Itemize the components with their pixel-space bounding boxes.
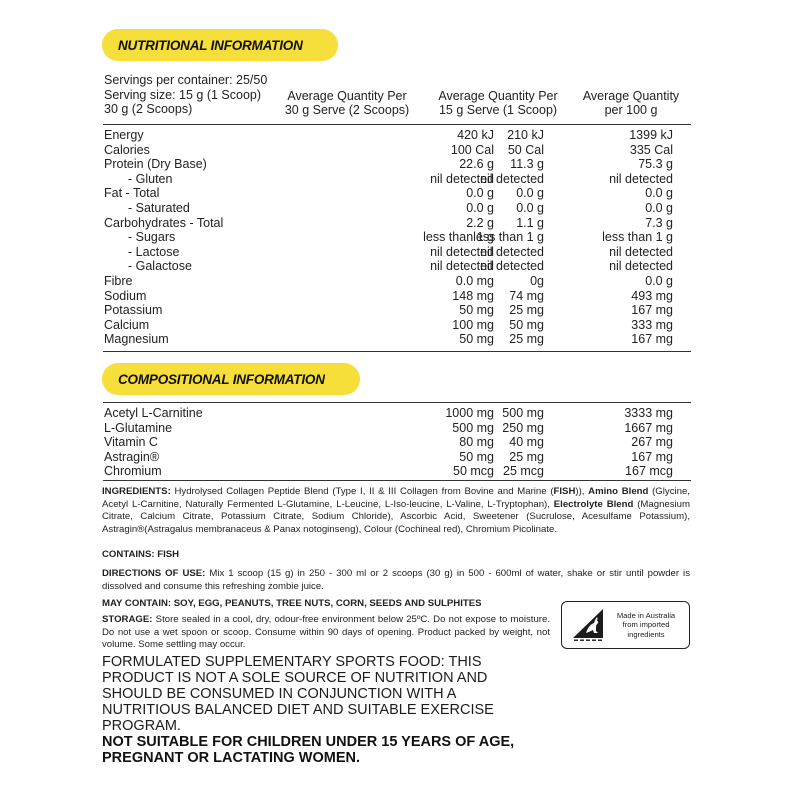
row-label: Astragin® xyxy=(104,449,160,464)
value-30g: 100 mg xyxy=(452,317,494,332)
electrolyte-blend-title: Electrolyte Blend xyxy=(553,498,634,510)
badge-line-2: from imported xyxy=(622,620,670,630)
value-30g: 0.0 g xyxy=(466,186,494,201)
row-label: - Lactose xyxy=(128,244,180,259)
value-15g: 500 mg xyxy=(502,406,544,420)
ingredients-fish: FISH xyxy=(553,486,576,497)
made-in-australia-badge xyxy=(561,601,690,649)
value-15g: 210 kJ xyxy=(507,128,544,142)
may-contain-statement: MAY CONTAIN: SOY, EGG, PEANUTS, TREE NUTS, CORN, SEEDS AND SULPHITES xyxy=(102,598,482,609)
table-row xyxy=(104,406,690,421)
column-header-100g xyxy=(572,89,690,117)
value-30g: less than 1 g xyxy=(423,230,494,245)
value-100g: 0.0 g xyxy=(645,201,673,215)
storage-text: Store sealed in a cool, dry, odour-free environment below 25ºC. Do not expose to moisture. Do not use a wet spoon or scoop. Consume within 90 days of opening. Product packed by weight, not volume. Some settling may occur. xyxy=(102,614,550,651)
value-100g: 167 mcg xyxy=(625,464,673,479)
row-label: Acetyl L-Carnitine xyxy=(104,406,203,420)
table-row xyxy=(104,274,690,289)
value-15g: 25 mg xyxy=(509,332,544,347)
value-30g: 1000 mg xyxy=(445,406,494,420)
value-30g: 80 mg xyxy=(459,435,494,450)
value-15g: 25 mg xyxy=(509,303,544,318)
value-15g: nil detected xyxy=(480,259,544,274)
column-header-100g-line2: per 100 g xyxy=(604,103,658,117)
value-15g: 74 mg xyxy=(509,288,544,303)
value-30g: 22.6 g xyxy=(459,157,494,172)
value-100g: 0.0 g xyxy=(645,186,673,201)
storage-paragraph xyxy=(102,614,550,652)
row-label: Magnesium xyxy=(104,332,169,347)
directions-title: DIRECTIONS OF USE: xyxy=(102,568,206,579)
value-100g: less than 1 g xyxy=(602,230,673,245)
value-15g: 50 mg xyxy=(509,317,544,332)
value-100g: 333 mg xyxy=(631,317,673,332)
value-30g: 50 mg xyxy=(459,449,494,464)
table-header-rule xyxy=(103,124,691,125)
value-100g: nil detected xyxy=(609,171,673,186)
value-30g: nil detected xyxy=(430,244,494,259)
value-30g: 0.0 g xyxy=(466,201,494,215)
value-100g: 7.3 g xyxy=(645,215,673,230)
ingredients-text-a: Hydrolysed Collagen Peptide Blend (Type I, II & III Collagen from Bovine and Marine ( xyxy=(170,486,554,497)
directions-text: Mix 1 scoop (15 g) in 250 - 300 ml or 2 scoops (30 g) in 500 - 600ml of water, shake or stir until powder is dissolved and consume this refreshing zombie juice. xyxy=(102,568,690,592)
row-label: Energy xyxy=(104,128,144,142)
value-15g: 0g xyxy=(530,274,544,288)
value-15g: 0.0 g xyxy=(516,186,544,201)
directions-paragraph xyxy=(102,568,690,593)
row-label: Chromium xyxy=(104,464,162,479)
table-row xyxy=(104,303,690,318)
value-100g: 75.3 g xyxy=(638,157,673,172)
value-100g: 3333 mg xyxy=(624,406,673,420)
table-row xyxy=(104,216,690,231)
table-row xyxy=(104,157,690,172)
value-30g: 2.2 g xyxy=(466,215,494,230)
value-100g: 1399 kJ xyxy=(629,128,673,142)
column-header-15g-line1: Average Quantity Per xyxy=(438,89,558,103)
table-row xyxy=(104,172,690,187)
value-30g: nil detected xyxy=(430,259,494,274)
value-15g: 50 Cal xyxy=(507,142,544,157)
table-row xyxy=(104,230,690,245)
column-header-15g-line2: 15 g Serve (1 Scoop) xyxy=(438,103,558,117)
value-100g: 493 mg xyxy=(631,288,673,303)
table-row xyxy=(104,143,690,158)
value-15g: less than 1 g xyxy=(473,230,544,245)
australia-kangaroo-icon xyxy=(572,608,604,642)
row-label: Calcium xyxy=(104,317,150,332)
column-header-30g xyxy=(272,89,422,117)
ingredients-text-b: )), xyxy=(575,486,589,497)
row-label: Carbohydrates - Total xyxy=(104,215,224,230)
value-30g: nil detected xyxy=(430,171,494,186)
badge-line-1: Made in Australia xyxy=(616,610,676,620)
servings-per-container: Servings per container: 25/50 xyxy=(104,73,268,87)
badge-line-3: ingredients xyxy=(627,629,665,639)
serving-size: Serving size: 15 g (1 Scoop) xyxy=(104,88,262,102)
composition-footer-rule xyxy=(103,480,691,481)
contains-statement: CONTAINS: FISH xyxy=(102,549,180,560)
value-100g: 335 Cal xyxy=(629,142,673,157)
row-label: - Sugars xyxy=(128,230,176,245)
value-15g: 25 mg xyxy=(509,449,544,464)
compositional-info-heading: COMPOSITIONAL INFORMATION xyxy=(102,363,360,395)
value-30g: 50 mg xyxy=(459,332,494,347)
table-row xyxy=(104,435,690,450)
value-100g: 0.0 g xyxy=(645,274,673,288)
table-row xyxy=(104,289,690,304)
value-30g: 50 mg xyxy=(459,303,494,318)
value-15g: 40 mg xyxy=(509,435,544,450)
row-label: Fat - Total xyxy=(104,186,160,201)
table-row xyxy=(104,421,690,436)
table-row xyxy=(104,450,690,465)
table-row xyxy=(104,128,690,143)
suitability-warning: NOT SUITABLE FOR CHILDREN UNDER 15 YEARS OF AGE, PREGNANT OR LACTATING WOMEN. xyxy=(102,734,515,766)
ingredients-text-c: (Glycine, Acetyl L-Carnitine, Naturally Fermented L-Glutamine, L-Leucine, L-Iso-leucine, L-Valine, L-Tryptophan), xyxy=(102,486,690,510)
ingredients-paragraph xyxy=(102,486,690,536)
value-15g: nil detected xyxy=(480,244,544,259)
column-header-30g-line2: 30 g Serve (2 Scoops) xyxy=(284,103,410,117)
row-label: Fibre xyxy=(104,274,133,288)
column-header-100g-line1: Average Quantity xyxy=(582,89,680,103)
row-label: L-Glutamine xyxy=(104,420,173,435)
value-100g: 167 mg xyxy=(631,303,673,318)
row-label: - Gluten xyxy=(128,171,173,186)
row-label: Calories xyxy=(104,142,150,157)
table-footer-rule xyxy=(103,351,691,352)
table-row xyxy=(104,259,690,274)
table-row xyxy=(104,186,690,201)
formulated-statement: FORMULATED SUPPLEMENTARY SPORTS FOOD: THIS PRODUCT IS NOT A SOLE SOURCE OF NUTRITION AND SHOULD BE CONSUMED IN CONJUNCTION WITH A NUTRITIOUS BALANCED DIET AND SUITABLE EXERCISE PROGRAM. xyxy=(102,654,494,734)
ingredients-title: INGREDIENTS: xyxy=(102,486,171,497)
value-100g: 167 mg xyxy=(631,332,673,347)
value-15g: 0.0 g xyxy=(516,201,544,215)
row-label: - Galactose xyxy=(128,259,192,274)
value-30g: 148 mg xyxy=(452,288,494,303)
nutritional-info-heading: NUTRITIONAL INFORMATION xyxy=(102,29,338,61)
composition-header-rule xyxy=(103,402,691,403)
row-label: - Saturated xyxy=(128,201,190,215)
value-15g: 25 mcg xyxy=(503,464,544,479)
value-30g: 420 kJ xyxy=(457,128,494,142)
badge-text xyxy=(610,611,682,639)
value-15g: 1.1 g xyxy=(516,215,544,230)
value-15g: nil detected xyxy=(480,171,544,186)
row-label: Protein (Dry Base) xyxy=(104,157,207,172)
value-15g: 250 mg xyxy=(502,420,544,435)
value-100g: 1667 mg xyxy=(624,420,673,435)
amino-blend-title: Amino Blend xyxy=(588,486,649,497)
storage-title: STORAGE: xyxy=(102,614,153,625)
value-100g: nil detected xyxy=(609,244,673,259)
value-30g: 0.0 mg xyxy=(455,274,494,288)
value-100g: nil detected xyxy=(609,259,673,274)
serving-size-alt: 30 g (2 Scoops) xyxy=(104,102,193,116)
table-row xyxy=(104,245,690,260)
row-label: Sodium xyxy=(104,288,147,303)
column-header-15g xyxy=(428,89,568,117)
value-100g: 167 mg xyxy=(631,449,673,464)
row-label: Vitamin C xyxy=(104,435,158,450)
table-row xyxy=(104,332,690,347)
table-row xyxy=(104,464,690,479)
row-label: Potassium xyxy=(104,303,163,318)
column-header-30g-line1: Average Quantity Per xyxy=(287,89,407,103)
value-30g: 100 Cal xyxy=(450,142,494,157)
table-row xyxy=(104,201,690,216)
table-row xyxy=(104,318,690,333)
ingredients-text-d: (Magnesium Citrate, Calcium Citrate, Potassium Citrate, Sodium Chloride), Ascorbic Acid, Sweetener (Sucrulose, Acesulfame Potassium), Astragin®(Astragalus membranaceus & Panax notoginseng), Colour (Cochineal red), Chromium Picolinate. xyxy=(102,498,691,535)
value-30g: 50 mcg xyxy=(453,464,494,479)
value-100g: 267 mg xyxy=(631,435,673,450)
value-15g: 11.3 g xyxy=(510,157,544,172)
value-30g: 500 mg xyxy=(452,420,494,435)
